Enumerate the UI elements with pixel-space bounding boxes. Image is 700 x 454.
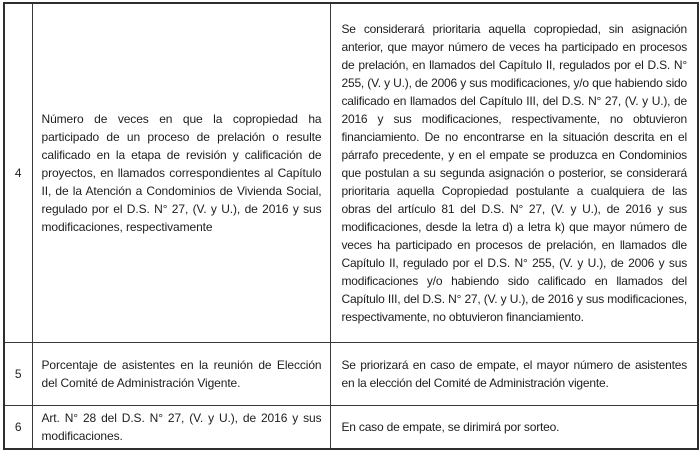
criterion-cell: Número de veces en que la copropiedad ha participado de un proceso de prelación o resulte calificado en la etapa de revisión y calificación de proyectos, en llamados correspondientes al Capítulo II, de la Atención a Condominios de Vivienda Social, regulado por el D.S. N° 27, (V. y U.), de 2016 y sus modificaciones, respectivamente [32,3,330,342]
row-number-cell: 6 [4,405,32,449]
detail-cell: Se priorizará en caso de empate, el mayor número de asistentes en la elección del Comité de Administración vigente. [330,342,698,405]
detail-cell: En caso de empate, se dirimirá por sorteo. [330,405,698,449]
detail-cell: Se considerará prioritaria aquella copropiedad, sin asignación anterior, que mayor número de veces ha participado en procesos de prelación, en llamados del Capítulo II, regulados por el D.S. N° 255, (V. y U.), de 2006 y sus modificaciones, y/o que habiendo sido calificado en llamados del Capítulo III, del D.S. N° 27, (V. y U.), de 2016 y sus modificaciones, respectivamente, no obtuvieron financiamiento. De no encontrarse en la situación descrita en el párrafo precedente, y en el empate se produzca en Condominios que postulan a su segunda asignación o posterior, se considerará prioritaria aquella Copropiedad postulante a cualquiera de las obras del artículo 81 del D.S. N° 27, (V. y U.), de 2016 y sus modificaciones, desde la letra d) a letra k) que mayor número de veces ha participado en procesos de prelación, en llamados dle Capítulo II, regulado por el D.S. N° 255, (V. y U.), de 2006 y sus modificaciones y/o habiendo sido calificado en llamados del Capítulo III, del D.S. N° 27, (V. y U.), de 2016 y sus modificaciones, respectivamente, no obtuvieron financiamiento. [330,3,698,342]
criterion-cell: Art. N° 28 del D.S. N° 27, (V. y U.), de 2016 y sus modificaciones. [32,405,330,449]
table-row [4,405,698,449]
criterion-cell: Porcentaje de asistentes en la reunión de Elección del Comité de Administración Vigente. [32,342,330,405]
priority-criteria-table [3,2,699,450]
row-number-cell: 4 [4,3,32,342]
row-number-cell: 5 [4,342,32,405]
table-row [4,3,698,342]
table-row [4,342,698,405]
